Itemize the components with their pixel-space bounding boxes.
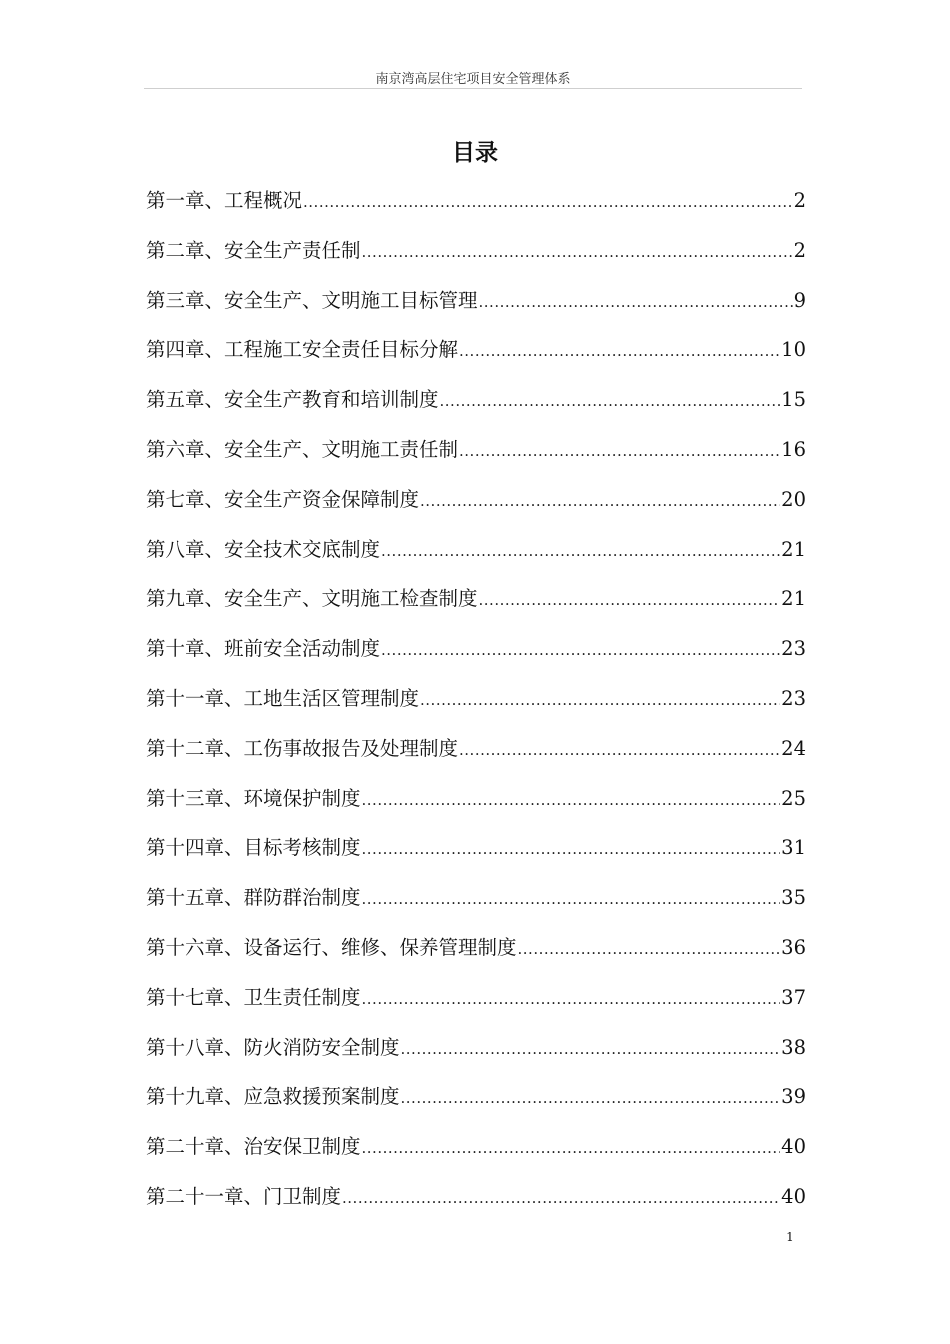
toc-dot-leader	[381, 531, 780, 571]
toc-entry-page: 23	[781, 686, 806, 710]
toc-entry-page: 20	[781, 487, 806, 511]
toc-dot-leader	[381, 630, 780, 670]
toc-entry-page: 40	[781, 1135, 806, 1159]
toc-entry-page: 9	[793, 288, 806, 312]
toc-entry[interactable]	[146, 1028, 806, 1078]
toc-entry-label: 第十一章、工地生活区管理制度	[146, 686, 420, 710]
toc-dot-leader	[518, 929, 781, 969]
toc-entry-page: 31	[781, 836, 806, 860]
toc-entry-label: 第二十章、治安保卫制度	[146, 1135, 361, 1159]
toc-entry[interactable]	[146, 281, 806, 331]
toc-entry-page: 25	[781, 786, 806, 810]
toc-entry-label: 第四章、工程施工安全责任目标分解	[146, 338, 459, 362]
toc-entry-label: 第十二章、工伤事故报告及处理制度	[146, 736, 459, 760]
toc-dot-leader	[362, 829, 781, 869]
toc-entry-page: 10	[781, 338, 806, 362]
toc-entry-label: 第十八章、防火消防安全制度	[146, 1035, 400, 1059]
toc-entry[interactable]	[146, 779, 806, 829]
page-header: 南京湾高层住宅项目安全管理体系	[375, 72, 571, 87]
toc-dot-leader	[362, 232, 793, 272]
toc-entry[interactable]	[146, 430, 806, 480]
page-number: 1	[786, 1230, 794, 1244]
toc-entry[interactable]	[146, 579, 806, 629]
toc-dot-leader	[420, 481, 780, 521]
toc-dot-leader	[362, 780, 781, 820]
toc-entry-page: 21	[781, 587, 806, 611]
toc-entry[interactable]	[146, 380, 806, 430]
toc-entry-label: 第十七章、卫生责任制度	[146, 985, 361, 1009]
toc-entry-label: 第五章、安全生产教育和培训制度	[146, 388, 439, 412]
toc-entry-page: 2	[793, 189, 806, 212]
toc-entry[interactable]	[146, 1077, 806, 1127]
toc-entry-label: 第六章、安全生产、文明施工责任制	[146, 437, 459, 461]
toc-entry-page: 38	[781, 1035, 806, 1059]
toc-dot-leader	[440, 381, 781, 421]
toc-entry-label: 第十九章、应急救援预案制度	[146, 1085, 400, 1109]
toc-entry-label: 第十四章、目标考核制度	[146, 836, 361, 860]
toc-entry-label: 第七章、安全生产资金保障制度	[146, 487, 420, 511]
toc-dot-leader	[342, 1178, 780, 1218]
toc-entry[interactable]	[146, 1127, 806, 1177]
toc-entry-label: 第九章、安全生产、文明施工检查制度	[146, 587, 478, 611]
header-divider	[144, 88, 802, 89]
toc-dot-leader	[362, 879, 781, 919]
toc-dot-leader	[420, 680, 780, 720]
toc-entry[interactable]	[146, 480, 806, 530]
toc-entry[interactable]	[146, 330, 806, 380]
toc-entry[interactable]	[146, 828, 806, 878]
toc-entry-page: 40	[781, 1184, 806, 1208]
toc-entry-label: 第二十一章、门卫制度	[146, 1184, 342, 1208]
toc-entry[interactable]	[146, 729, 806, 779]
toc-entry[interactable]	[146, 530, 806, 580]
toc-dot-leader	[401, 1078, 781, 1118]
toc-entry-page: 35	[781, 886, 806, 910]
toc-dot-leader	[362, 979, 781, 1019]
toc-entry-label: 第三章、安全生产、文明施工目标管理	[146, 288, 478, 312]
toc-entry[interactable]	[146, 978, 806, 1028]
toc-entry-label: 第十六章、设备运行、维修、保养管理制度	[146, 935, 517, 959]
toc-entry-page: 39	[781, 1085, 806, 1109]
toc-entry-label: 第二章、安全生产责任制	[146, 238, 361, 262]
table-of-contents	[146, 181, 806, 1227]
toc-dot-leader	[362, 1128, 781, 1168]
toc-entry-page: 23	[781, 637, 806, 661]
toc-dot-leader	[303, 182, 793, 222]
toc-entry-label: 第十五章、群防群治制度	[146, 886, 361, 910]
toc-entry-page: 15	[781, 388, 806, 412]
toc-entry-page: 21	[781, 537, 806, 561]
toc-entry[interactable]	[146, 231, 806, 281]
toc-entry[interactable]	[146, 181, 806, 231]
toc-entry[interactable]	[146, 1177, 806, 1227]
toc-dot-leader	[479, 282, 793, 322]
toc-entry[interactable]	[146, 679, 806, 729]
toc-entry-label: 第一章、工程概况	[146, 189, 303, 212]
toc-dot-leader	[459, 730, 780, 770]
toc-entry-page: 2	[793, 238, 806, 262]
toc-entry-page: 24	[781, 736, 806, 760]
toc-entry-label: 第十三章、环境保护制度	[146, 786, 361, 810]
toc-dot-leader	[479, 580, 781, 620]
toc-entry[interactable]	[146, 928, 806, 978]
toc-dot-leader	[459, 331, 780, 371]
toc-entry-page: 37	[781, 985, 806, 1009]
toc-entry[interactable]	[146, 629, 806, 679]
toc-entry-page: 36	[781, 935, 806, 959]
toc-entry-page: 16	[781, 437, 806, 461]
toc-dot-leader	[459, 431, 780, 471]
toc-entry-label: 第八章、安全技术交底制度	[146, 537, 381, 561]
toc-entry-label: 第十章、班前安全活动制度	[146, 637, 381, 661]
toc-entry[interactable]	[146, 878, 806, 928]
toc-dot-leader	[401, 1029, 781, 1069]
toc-title: 目录	[452, 140, 498, 166]
